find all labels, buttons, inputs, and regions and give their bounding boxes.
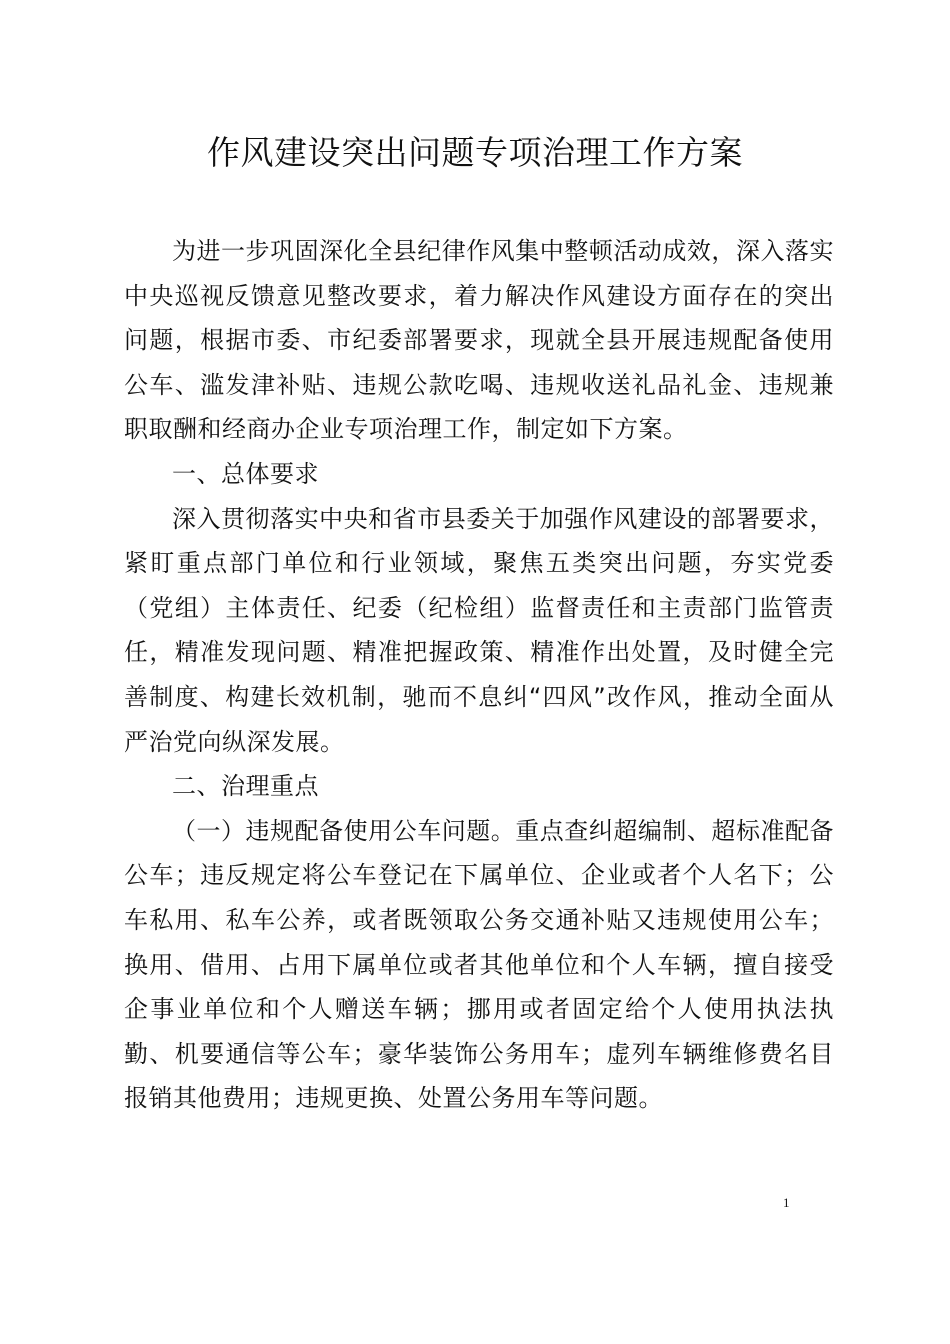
section-heading-overall-requirements: 一、总体要求	[172, 459, 319, 488]
overall-requirements-paragraph: 深入贯彻落实中央和省市县委关于加强作风建设的部署要求，紧盯重点部门单位和行业领域，聚焦五类突出问题，夯实党委（党组）主体责任、纪委（纪检组）监督责任和主责部门监管责任，精准发现问题、精准把握政策、精准作出处置，及时健全完善制度、构建长效机制，驰而不息纠“四风”改作风，推动全面从严治党向纵深发展。	[124, 504, 834, 756]
document-title: 作风建设突出问题专项治理工作方案	[207, 133, 743, 172]
intro-paragraph: 为进一步巩固深化全县纪律作风集中整顿活动成效，深入落实中央巡视反馈意见整改要求，着力解决作风建设方面存在的突出问题，根据市委、市纪委部署要求，现就全县开展违规配备使用公车、滥发津补贴、违规公款吃喝、违规收送礼品礼金、违规兼职取酬和经商办企业专项治理工作，制定如下方案。	[124, 237, 834, 444]
page-number: 1	[783, 1195, 790, 1210]
governance-focus-item-1: （一）违规配备使用公车问题。重点查纠超编制、超标准配备公车；违反规定将公车登记在下属单位、企业或者个人名下；公车私用、私车公养，或者既领取公务交通补贴又违规使用公车；换用、借用、占用下属单位或者其他单位和个人车辆，擅自接受企事业单位和个人赠送车辆；挪用或者固定给个人使用执法执勤、机要通信等公车；豪华装饰公务用车；虚列车辆维修费名目报销其他费用；违规更换、处置公务用车等问题。	[124, 816, 834, 1113]
section-heading-governance-focus: 二、治理重点	[172, 772, 319, 801]
document-body	[124, 229, 834, 1121]
